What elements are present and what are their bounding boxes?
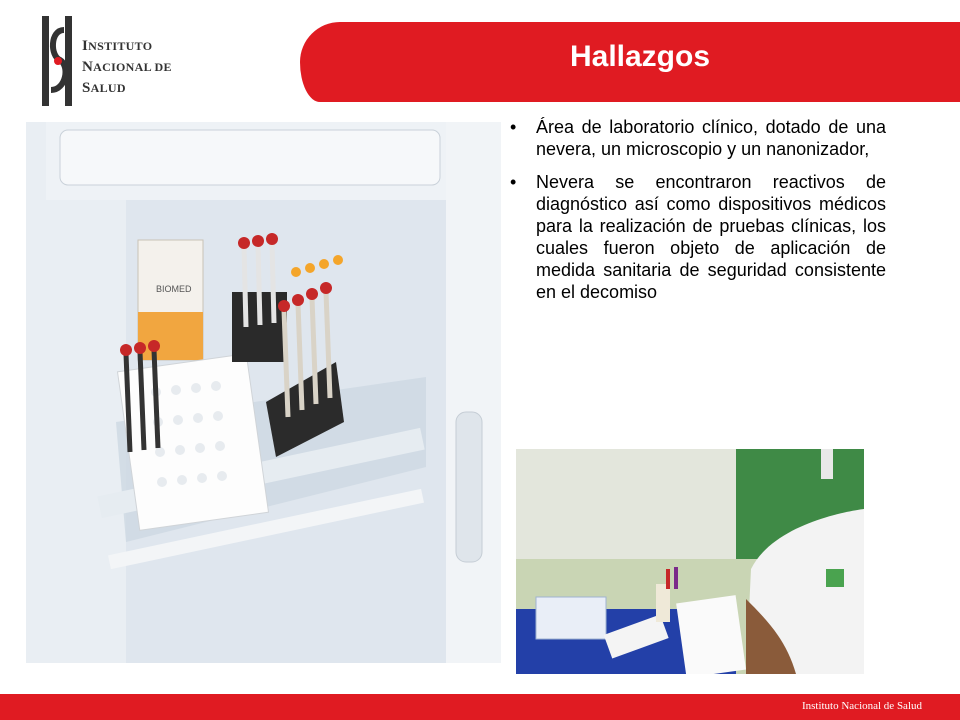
slide-title: Hallazgos [569,40,711,73]
logo-line-2: NACIONAL DE [82,59,172,75]
inspection-photo [516,449,864,674]
bullet-text: Área de laboratorio clínico, dotado de una nevera, un microscopio y un nanonizador, [536,117,886,159]
list-item [508,116,886,160]
fridge-photo [26,122,501,663]
logo-line-3: SALUD [82,80,126,96]
list-item [508,171,886,303]
bullet-marker: • [510,172,517,192]
logo-wordmark [82,36,172,99]
footer-text: Instituto Nacional de Salud [801,700,922,712]
findings-list [508,116,886,314]
bullet-marker: • [510,117,517,137]
bullet-text: Nevera se encontraron reactivos de diagnóstico así como dispositivos médicos para la realización de pruebas clínicas, los cuales fueron objeto de aplicación de medida sanitaria de seguridad consistente en el decomiso [536,172,886,302]
logo-line-1: INSTITUTO [82,38,153,54]
box-label: BIOMED [156,284,192,294]
ins-logo-icon [42,16,72,106]
